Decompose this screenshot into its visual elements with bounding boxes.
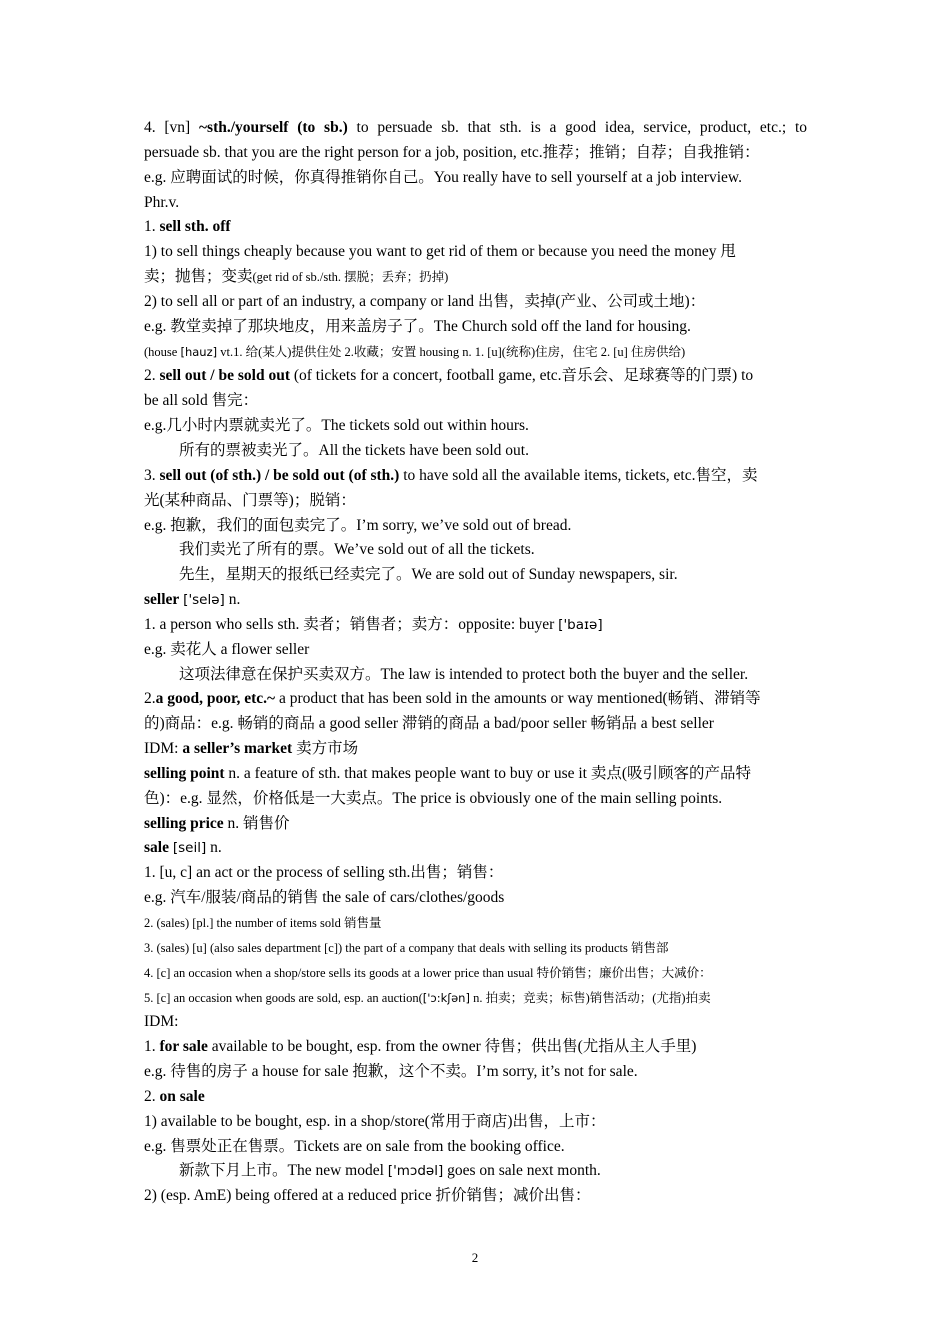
- text-line: [144, 340, 807, 365]
- text-line: [144, 166, 807, 191]
- text-line: [144, 861, 807, 886]
- text-span: 3.: [144, 466, 160, 484]
- text-span: to persuade sb. that sth. is a good idea, service, product, etc.; to: [347, 119, 807, 136]
- text-line: [144, 414, 807, 439]
- headword: for sale: [159, 1038, 208, 1056]
- text-span: n. 销售价: [223, 814, 290, 832]
- text-line: [144, 389, 807, 414]
- text-span: a product that has been sold in the amounts or way mentioned(畅销、滞销等: [275, 690, 761, 708]
- headword: selling point: [144, 764, 225, 782]
- text-line: [144, 141, 807, 166]
- headword: a good, poor, etc.~: [155, 690, 276, 708]
- text-span: e.g. 待售的房子 a house for sale 抱歉，这个不卖。I’m sorry, it’s not for sale.: [144, 1063, 638, 1081]
- text-line: [144, 489, 807, 514]
- text-line: [144, 265, 807, 290]
- headword: sell out / be sold out: [159, 367, 290, 385]
- phonetic-text: ['baɪə]: [558, 616, 603, 633]
- text-span: 1.: [144, 218, 160, 236]
- text-line: [144, 836, 807, 861]
- text-span: n.: [206, 839, 222, 857]
- text-span: 2) to sell all or part of an industry, a company or land 出售，卖掉(产业、公司或土地)：: [144, 292, 706, 310]
- page-number: 2: [471, 1250, 479, 1265]
- text-span: 这项法律意在保护买卖双方。The law is intended to protect both the buyer and the seller.: [179, 665, 749, 683]
- text-line: [144, 290, 807, 315]
- text-line: [144, 215, 807, 240]
- text-line: [144, 588, 807, 613]
- text-span: 2. (sales) [pl.] the number of items sold 销售量: [144, 916, 382, 930]
- headword: sell sth. off: [159, 218, 231, 236]
- text-line: [144, 240, 807, 265]
- text-line: [144, 538, 807, 563]
- phonetic-text: ['selə]: [183, 592, 225, 609]
- headword: ~sth./yourself (to sb.): [199, 119, 348, 136]
- text-line: [144, 1060, 807, 1085]
- text-line: [144, 1159, 807, 1184]
- text-line: [144, 191, 807, 216]
- text-span: to have sold all the available items, tickets, etc.售空，卖: [399, 466, 758, 484]
- text-span: 4. [c] an occasion when a shop/store sells its goods at a lower price than usual 特价销售；廉价出售；大减价：: [144, 965, 712, 980]
- text-span: 2.: [144, 690, 156, 708]
- text-line: [144, 762, 807, 787]
- text-line: [144, 663, 807, 688]
- text-span: 光(某种商品、门票等)；脱销：: [144, 491, 356, 509]
- text-line: [144, 563, 807, 588]
- text-span: 2.: [144, 367, 160, 385]
- text-line: [144, 116, 807, 141]
- text-span: (get rid of sb./sth. 摆脱；丢弃；扔掉): [252, 270, 449, 285]
- text-span: IDM:: [144, 740, 183, 758]
- text-span: 4. [vn]: [144, 119, 199, 136]
- text-line: [144, 712, 807, 737]
- text-line: [144, 315, 807, 340]
- text-line: [144, 439, 807, 464]
- text-line: [144, 961, 807, 986]
- text-span: 1. [u, c] an act or the process of selling sth.出售；销售：: [144, 864, 504, 882]
- text-span: n. a feature of sth. that makes people want to buy or use it 卖点(吸引顾客的产品特: [224, 764, 752, 782]
- text-span: 3. (sales) [u] (also sales department [c]) the part of a company that deals with selling its products 销售部: [144, 940, 669, 955]
- headword: sell out (of sth.) / be sold out (of sth.): [159, 466, 400, 484]
- text-line: [144, 936, 807, 961]
- phonetic-text: ['mɔdəl]: [387, 1163, 444, 1180]
- text-span: vt.1. 给(某人)提供住处 2.收藏；安置 housing n. 1. [u](统称)住房，住宅 2. [u] 住房供给): [217, 344, 686, 359]
- text-line: [144, 1135, 807, 1160]
- text-line: [144, 812, 807, 837]
- headword: on sale: [159, 1087, 205, 1105]
- phonetic-text: ['ɔ:kʃən]: [422, 990, 470, 1005]
- text-line: [144, 1035, 807, 1060]
- document-body: [144, 116, 807, 1209]
- text-line: [144, 1085, 807, 1110]
- text-span: e.g. 售票处正在售票。Tickets are on sale from the booking office.: [144, 1137, 565, 1155]
- text-span: 我们卖光了所有的票。We’ve sold out of all the tickets.: [179, 541, 535, 559]
- text-line: [144, 687, 807, 712]
- text-span: (house: [144, 344, 181, 359]
- text-span: IDM:: [144, 1013, 179, 1031]
- text-span: (of tickets for a concert, football game, etc.音乐会、足球赛等的门票) to: [289, 367, 754, 385]
- text-span: 5. [c] an occasion when goods are sold, esp. an auction(: [144, 990, 423, 1005]
- text-span: 新款下月上市。The new model: [179, 1162, 388, 1180]
- phonetic-text: [seil]: [172, 840, 207, 857]
- text-span: goes on sale next month.: [443, 1162, 601, 1180]
- text-line: [144, 1110, 807, 1135]
- text-line: [144, 464, 807, 489]
- text-span: 先生，星期天的报纸已经卖完了。We are sold out of Sunday newspapers, sir.: [179, 566, 678, 584]
- headword: selling price: [144, 814, 224, 832]
- text-span: 卖方市场: [292, 740, 359, 758]
- text-span: Phr.v.: [144, 193, 180, 211]
- text-span: 2) (esp. AmE) being offered at a reduced price 折价销售；减价出售：: [144, 1187, 591, 1205]
- text-line: [144, 1010, 807, 1035]
- text-span: 的)商品：e.g. 畅销的商品 a good seller 滞销的商品 a bad/poor seller 畅销品 a best seller: [144, 715, 714, 733]
- text-span: 1. a person who sells sth. 卖者；销售者；卖方：opposite: buyer: [144, 615, 559, 633]
- text-span: n. 拍卖；竞卖；标售)销售活动；(尤指)拍卖: [469, 990, 711, 1005]
- text-span: 1) to sell things cheaply because you want to get rid of them or because you need the money 甩: [144, 243, 736, 261]
- text-span: 色)：e.g. 显然，价格低是一大卖点。The price is obviously one of the main selling points.: [144, 789, 723, 807]
- text-span: n.: [224, 591, 241, 609]
- text-span: e.g. 应聘面试的时候，你真得推销你自己。You really have to sell yourself at a job interview.: [144, 168, 742, 186]
- text-line: [144, 886, 807, 911]
- text-span: be all sold 售完：: [144, 392, 259, 410]
- text-span: 卖；抛售；变卖: [144, 268, 253, 286]
- text-span: 所有的票被卖光了。All the tickets have been sold out.: [179, 441, 529, 459]
- text-line: [144, 514, 807, 539]
- text-line: [144, 911, 807, 936]
- headword: sale: [144, 839, 169, 857]
- text-span: available to be bought, esp. from the owner 待售；供出售(尤指从主人手里): [207, 1038, 697, 1056]
- headword: seller: [144, 591, 180, 609]
- text-line: [144, 638, 807, 663]
- phonetic-text: [hauz]: [180, 344, 218, 359]
- text-span: e.g. 汽车/服装/商品的销售 the sale of cars/clothes/goods: [144, 889, 505, 907]
- text-span: 1.: [144, 1038, 160, 1056]
- text-line: [144, 787, 807, 812]
- headword: a seller’s market: [182, 740, 293, 758]
- text-line: [144, 364, 807, 389]
- text-line: [144, 613, 807, 638]
- text-line: [144, 986, 807, 1011]
- text-line: [144, 1184, 807, 1209]
- text-span: e.g. 教堂卖掉了那块地皮，用来盖房子了。The Church sold off the land for housing.: [144, 317, 691, 335]
- text-span: persuade sb. that you are the right person for a job, position, etc.推荐；推销；自荐；自我推销：: [144, 143, 760, 161]
- text-span: e.g. 卖花人 a flower seller: [144, 640, 310, 658]
- text-span: 2.: [144, 1087, 160, 1105]
- text-line: [144, 737, 807, 762]
- text-span: e.g. 抱歉，我们的面包卖完了。I’m sorry, we’ve sold out of bread.: [144, 516, 572, 534]
- text-span: e.g.几小时内票就卖光了。The tickets sold out within hours.: [144, 417, 529, 435]
- text-span: 1) available to be bought, esp. in a shop/store(常用于商店)出售，上市：: [144, 1112, 606, 1130]
